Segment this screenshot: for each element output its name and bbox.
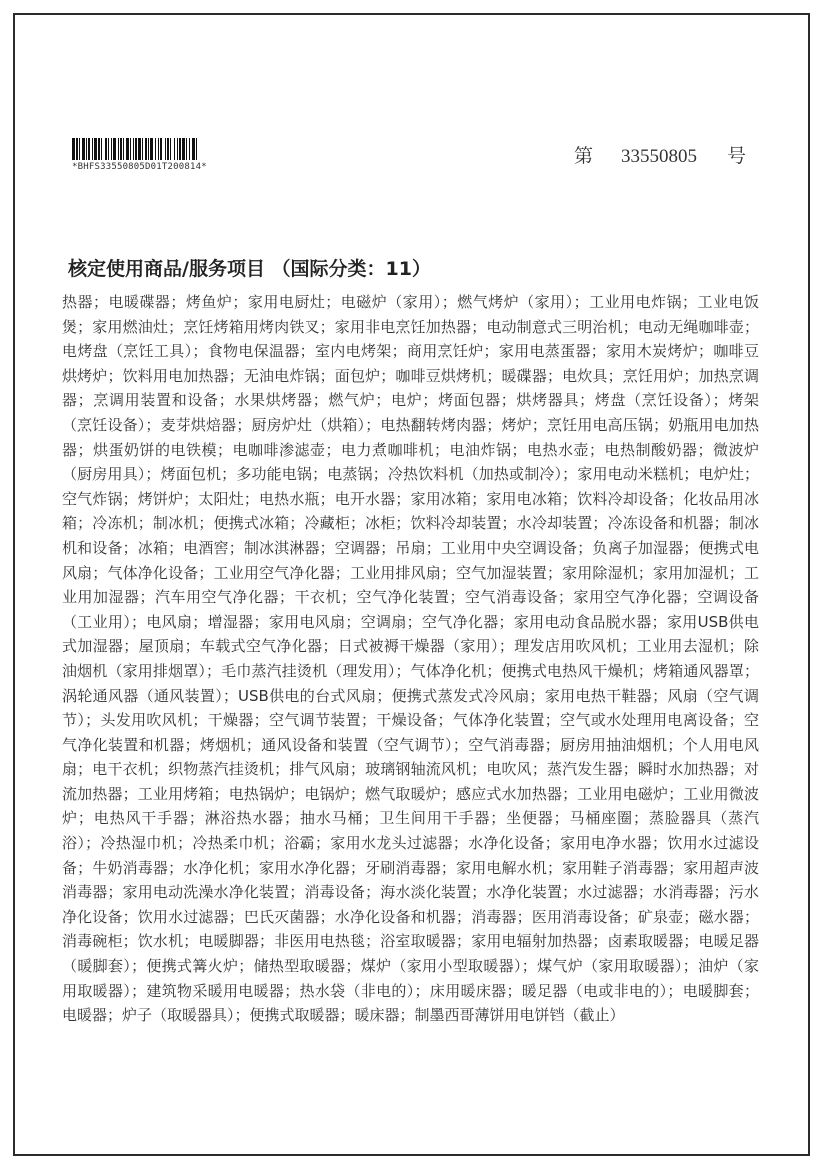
registration-number-value: 33550805 <box>621 146 698 167</box>
goods-services-list: 热器；电暖碟器；烤鱼炉；家用电厨灶；电磁炉（家用）；燃气烤炉（家用）；工业用电炸锅；工业电饭煲；家用燃油灶；烹饪烤箱用烤肉铁叉；家用非电烹饪加热器；电动制意式三明治机；电动无绳咖啡壶；电烤盘（烹饪工具）；食物电保温器；室内电烤架；商用烹饪炉；家用电蒸蛋器；家用木炭烤炉；咖啡豆烘烤炉；饮料用电加热器；无油电炸锅；面包炉；咖啡豆烘烤机；暖碟器；电炊具；烹饪用炉；加热烹调器；烹调用装置和设备；水果烘烤器；燃气炉；电炉；烤面包器；烘烤器具；烤盘（烹饪设备）；烤架（烹饪设备）；麦芽烘焙器；厨房炉灶（烘箱）；电热翻转烤肉器；烤炉；烹饪用电高压锅；奶瓶用电加热器；烘蛋奶饼的电铁模；电咖啡渗滤壶；电力煮咖啡机；电油炸锅；电热水壶；电热制酸奶器；微波炉（厨房用具）；烤面包机；多功能电锅；电蒸锅；冷热饮料机（加热或制冷）；家用电动米糕机；电炉灶；空气炸锅；烤饼炉；太阳灶；电热水瓶；电开水器；家用冰箱；家用电冰箱；饮料冷却设备；化妆品用冰箱；冷冻机；制冰机；便携式冰箱；冷藏柜；冰柜；饮料冷却装置；水冷却装置；冷冻设备和机器；制冰机和设备；冰箱；电酒窖；制冰淇淋器；空调器；吊扇；工业用中央空调设备；负离子加湿器；便携式电风扇；气体净化设备；工业用空气净化器；工业用排风扇；空气加湿装置；家用除湿机；家用加湿机；工业用加湿器；汽车用空气净化器；干衣机；空气净化装置；空气消毒设备；家用空气净化器；空调设备（工业用）；电风扇；增湿器；家用电风扇；空调扇；空气净化器；家用电动食品脱水器；家用USB供电式加湿器；屋顶扇；车载式空气净化器；日式被褥干燥器（家用）；理发店用吹风机；工业用去湿机；除油烟机（家用排烟罩）；毛巾蒸汽挂烫机（理发用）；气体净化机；便携式电热风干燥机；烤箱通风器罩；涡轮通风器（通风装置）；USB供电的台式风扇；便携式蒸发式冷风扇；家用电热干鞋器；风扇（空气调节）；头发用吹风机；干燥器；空气调节装置；干燥设备；气体净化装置；空气或水处理用电离设备；空气净化装置和机器；烤烟机；通风设备和装置（空气调节）；空气消毒器；厨房用抽油烟机；个人用电风扇；电干衣机；织物蒸汽挂烫机；排气风扇；玻璃钢轴流风机；电吹风；蒸汽发生器；瞬时水加热器；对流加热器；工业用烤箱；电热锅炉；电锅炉；燃气取暖炉；感应式水加热器；工业用电磁炉；工业用微波炉；电热风干手器；淋浴热水器；抽水马桶；卫生间用干手器；坐便器；马桶座圈；蒸脸器具（蒸汽浴）；冷热湿巾机；冷热柔巾机；浴霸；家用水龙头过滤器；水净化设备；家用电净水器；饮用水过滤设备；牛奶消毒器；水净化机；家用水净化器；牙刷消毒器；家用电解水机；家用鞋子消毒器；家用超声波消毒器；家用电动洗澡水净化装置；消毒设备；海水淡化装置；水净化装置；水过滤器；水消毒器；污水净化设备；饮用水过滤器；巴氏灭菌器；水净化设备和机器；消毒器；医用消毒设备；矿泉壶；磁水器；消毒碗柜；饮水机；电暖脚器；非医用电热毯；浴室取暖器；家用电辐射加热器；卤素取暖器；电暖足器（暖脚套）；便携式篝火炉；储热型取暖器；煤炉（家用小型取暖器）；煤气炉（家用取暖器）；油炉（家用取暖器）；建筑物采暖用电暖器；热水袋（非电的）；床用暖床器；暖足器（电或非电的）；电暖脚套；电暖器；炉子（取暖器具）；便携式取暖器；暖床器；制墨西哥薄饼用电饼铛（截止） <box>62 293 759 1025</box>
registration-suffix: 号 <box>727 145 747 167</box>
barcode-bars <box>72 138 282 160</box>
barcode-text: *BHFS33550805D01T200814* <box>72 162 207 172</box>
barcode <box>72 138 282 172</box>
registration-number <box>574 141 746 168</box>
registration-prefix: 第 <box>574 145 594 167</box>
barcode-gap <box>197 138 199 160</box>
section-heading: 核定使用商品/服务项目 （国际分类：11） <box>68 258 431 280</box>
